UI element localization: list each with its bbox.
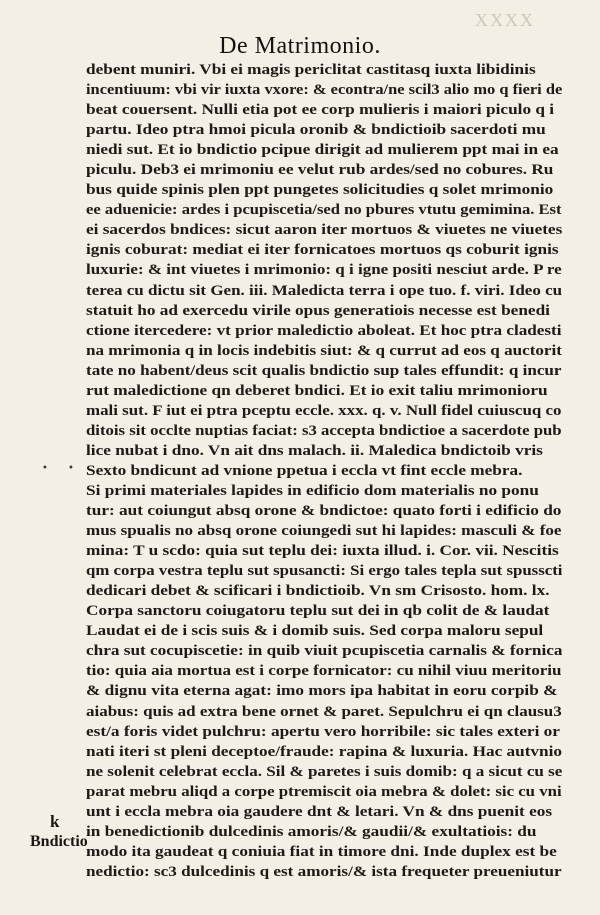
text-line: aiabus: quis ad extra bene ornet & paret. Sepulchru ei qn clausu3 xyxy=(86,703,562,720)
text-line: qm corpa vestra teplu sut spusancti: Si ergo tales tepla sut spusscti xyxy=(86,563,562,580)
text-line: parat mebru aliqd a corpe ptremiscit oia mebra & dolet: sic cu vni xyxy=(86,783,562,800)
text-line: ne solenit celebrat eccla. Sil & paretes i suis domib: q a sicut cu se xyxy=(86,763,562,780)
text-line: ignis coburat: mediat ei iter fornicatoes mortuos qs coburit ignis xyxy=(86,242,559,259)
text-line: nati iteri st pleni deceptoe/fraude: rapina & luxuria. Hac autvnio xyxy=(86,743,562,760)
text-line: in benedictionib dulcedinis amoris/& gaudii/& exultatiois: du xyxy=(86,823,537,840)
text-line: rut maledictione qn deberet bndici. Et io exit taliu mrimonioru xyxy=(86,382,548,399)
text-line: chra sut cocupiscetie: in quib viuit pcupiscetia carnalis & fornica xyxy=(86,643,562,660)
margin-dot: • xyxy=(42,463,48,474)
text-line: ei sacerdos bndices: sicut aaron iter mortuos & viuetes ne viuetes xyxy=(86,222,562,239)
text-line: incentiuum: vbi vir iuxta vxore: & econtra/ne scil3 alio mo q fieri de xyxy=(86,82,562,99)
text-line: luxurie: & int viuetes i mrimonio: q i igne positi nesciut arde. P re xyxy=(86,262,562,279)
text-line: Sexto bndicunt ad vnione ppetua i eccla vt fint eccle mebra. xyxy=(86,462,523,479)
text-line: tio: quia aia mortua est i corpe fornicator: cu nihil viuu meritoriu xyxy=(86,663,562,680)
text-line: ee aduenicie: ardes i pcupiscetia/sed no pbures vtutu gemimina. Est xyxy=(86,202,562,219)
text-line: statuit ho ad exercedu virile opus generatiois necesse est benedi xyxy=(86,302,550,319)
text-line: piculu. Deb3 ei mrimoniu ee velut rub ardes/sed no cobures. Ru xyxy=(86,162,554,179)
text-line: partu. Ideo ptra hmoi picula oronib & bndictioib sacerdoti mu xyxy=(86,122,546,139)
running-head: De Matrimonio. xyxy=(219,33,381,59)
text-line: lice nubat i dno. Vn ait dns malach. ii. Maledica bndictoib vris xyxy=(86,442,543,459)
text-line: est/a foris videt pulchru: apertu vero horribile: sic tales exteri or xyxy=(86,723,560,740)
text-line: dedicari debet & scificari i bndictioib. Vn sm Crisosto. hom. lx. xyxy=(86,583,550,600)
margin-dot: • xyxy=(68,463,74,474)
text-line: Corpa sanctoru coiugatoru teplu sut dei in qb colit de & laudat xyxy=(86,603,550,620)
text-line: tate no habent/deus scit qualis bndictio sup tales effundit: q incur xyxy=(86,362,562,379)
text-line: modo ita gaudeat q coniuia fiat in timore dni. Inde duplex est be xyxy=(86,843,557,860)
signature-mark: k xyxy=(50,812,60,831)
text-line: mus spualis no absq orone coiungedi sut hi lapides: masculi & foe xyxy=(86,523,562,540)
text-line: Laudat ei de i scis suis & i domib suis. Sed corpa maloru sepul xyxy=(86,623,544,640)
text-line: bus quide spinis plen ppt pungetes solicitudies q solet mrimonio xyxy=(86,182,554,199)
text-line: terea cu dictu sit Gen. iii. Maledicta terra i ope tuo. f. viri. Ideo cu xyxy=(86,282,562,299)
text-line: tur: aut coiungut absq orone & bndictoe: quato forti i edificio do xyxy=(86,503,562,520)
text-line: na mrimonia q in locis indebitis siut: & q currut ad eos q auctorit xyxy=(86,342,562,359)
text-line: niedi sut. Et io bndictio pcipue dirigit ad mulierem ppt mai in ea xyxy=(86,142,559,159)
text-line: debent muniri. Vbi ei magis periclitat castitasq iuxta libidinis xyxy=(86,62,536,78)
bleed-through-numeral: XXXX xyxy=(475,10,535,30)
text-line: mali sut. F iut ei ptra pceptu eccle. xxx. q. v. Null fidel cuiuscuq co xyxy=(86,402,562,419)
text-block xyxy=(86,60,562,882)
text-line: & dignu vita eterna agat: imo mors ipa habitat in eoru corpib & xyxy=(86,683,558,700)
text-line: beat couersent. Nulli etia pot ee corp mulieris i maiori piculo q i xyxy=(86,102,555,119)
text-line: unt i eccla mebra oia gaudere dnt & letari. Vn & dns puenit eos xyxy=(86,803,553,820)
text-line: Si primi materiales lapides in edificio dom materialis no ponu xyxy=(86,482,539,499)
marginal-catchword: Bndictio xyxy=(30,833,88,850)
text-line: ditois sit occlte nuptias faciat: s3 accepta bndictioe a sacerdote pub xyxy=(86,422,562,439)
text-line: ctione itercedere: vt prior maledictio aboleat. Et hoc ptra cladesti xyxy=(86,322,562,339)
text-line: nedictio: sc3 dulcedinis q est amoris/& ista frequeter preueniutur xyxy=(86,863,562,880)
text-line: mina: T u scdo: quia sut teplu dei: iuxta illud. i. Cor. vii. Nescitis xyxy=(86,543,559,560)
